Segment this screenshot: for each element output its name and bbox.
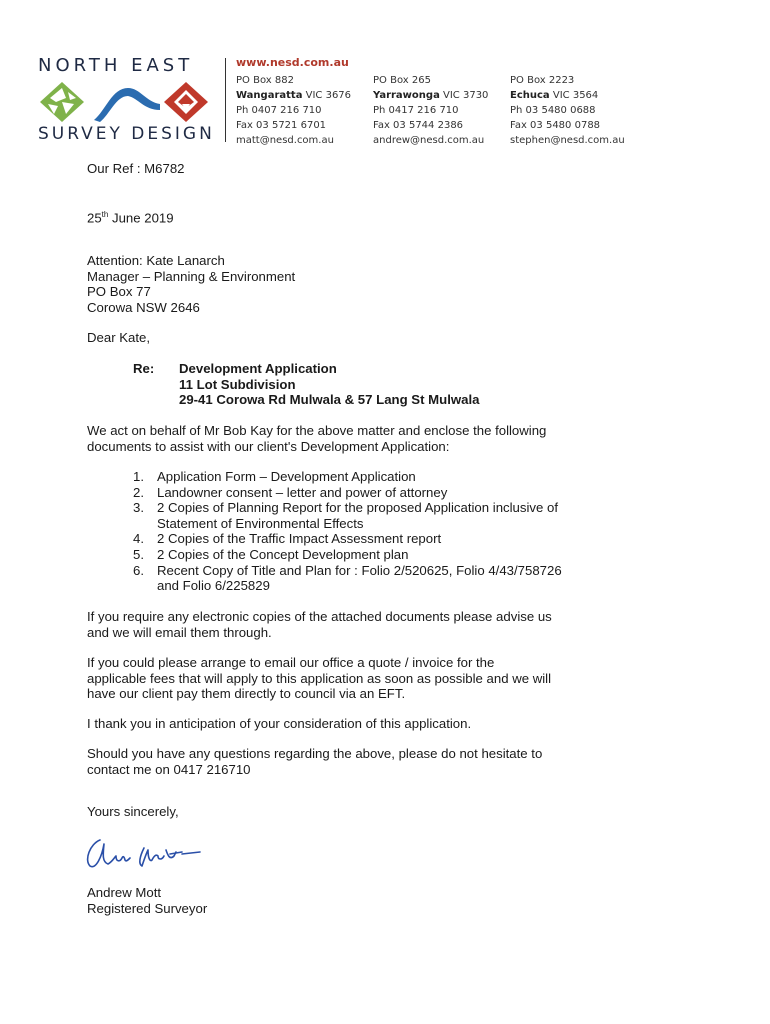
- letter-date: [87, 207, 174, 226]
- electronic-copies-paragraph: [87, 609, 552, 640]
- subject-block: [179, 361, 479, 408]
- date-suffix: th: [101, 210, 109, 219]
- recipient-address: [87, 253, 295, 315]
- list-item: [133, 500, 562, 531]
- office-town: Yarrawonga: [373, 90, 440, 101]
- subject-line: 29-41 Corowa Rd Mulwala & 57 Lang St Mulwala: [179, 392, 480, 408]
- item-number: 3.: [133, 500, 144, 516]
- recipient-town: Corowa NSW 2646: [87, 299, 200, 315]
- recipient-attention: Attention: Kate Lanarch: [87, 253, 225, 268]
- office-fax: Fax 03 5480 0788: [510, 120, 601, 131]
- item-number: 2.: [133, 484, 144, 500]
- item-text: Application Form – Development Application: [157, 469, 416, 484]
- item-text: 2 Copies of the Concept Development plan: [157, 546, 409, 562]
- paragraph-line: If you require any electronic copies of the attached documents please advise us: [87, 609, 552, 624]
- signature-icon: [78, 826, 208, 876]
- office-town-line: [373, 88, 488, 103]
- paragraph-line: documents to assist with our client's Development Application:: [87, 438, 450, 454]
- office-fax: Fax 03 5721 6701: [236, 120, 327, 131]
- office-box: PO Box 882: [236, 75, 294, 86]
- office-fax: Fax 03 5744 2386: [373, 120, 464, 131]
- intro-paragraph: [87, 423, 546, 454]
- item-number: 5.: [133, 546, 144, 562]
- list-item: [133, 485, 562, 501]
- signer-block: [87, 885, 207, 916]
- office-box: PO Box 265: [373, 75, 431, 86]
- office-state: VIC 3564: [552, 90, 599, 101]
- list-item: [133, 531, 562, 547]
- recipient-title: Manager – Planning & Environment: [87, 268, 296, 284]
- paragraph-line: and we will email them through.: [87, 624, 272, 640]
- office-state: VIC 3676: [305, 90, 352, 101]
- office-town: Echuca: [510, 90, 550, 101]
- office-email[interactable]: andrew@nesd.com.au: [373, 135, 485, 146]
- office-state: VIC 3730: [443, 90, 489, 101]
- subject-line: Development Application: [179, 361, 337, 376]
- office-email[interactable]: stephen@nesd.com.au: [510, 135, 625, 146]
- letterhead-divider: [225, 58, 226, 142]
- paragraph-line: applicable fees that will apply to this application as soon as possible and we will: [87, 670, 552, 686]
- list-item: [133, 469, 562, 485]
- date-day: 25: [87, 210, 102, 226]
- item-number: 1.: [133, 469, 144, 484]
- recipient-po-box: PO Box 77: [87, 284, 151, 300]
- fees-paragraph: [87, 655, 551, 702]
- list-item: [133, 547, 562, 563]
- office-phone: Ph 0407 216 710: [236, 105, 322, 116]
- item-text: 2 Copies of Planning Report for the proposed Application inclusive of: [157, 500, 559, 516]
- item-text: 2 Copies of the Traffic Impact Assessment report: [157, 531, 442, 547]
- signer-title: Registered Surveyor: [87, 900, 208, 916]
- enclosed-documents-list: [133, 469, 562, 594]
- subject-line: 11 Lot Subdivision: [179, 376, 296, 392]
- item-text: Statement of Environmental Effects: [157, 515, 364, 531]
- office-town-line: [236, 88, 351, 103]
- list-item: [133, 563, 562, 594]
- paragraph-line: If you could please arrange to email our office a quote / invoice for the: [87, 655, 495, 670]
- office-phone: Ph 03 5480 0688: [510, 105, 596, 116]
- item-text: Landowner consent – letter and power of attorney: [157, 484, 448, 500]
- paragraph-line: contact me on 0417 216710: [87, 761, 251, 777]
- date-month-year: June 2019: [108, 210, 174, 226]
- item-number: 6.: [133, 562, 144, 578]
- office-phone: Ph 0417 216 710: [373, 105, 459, 116]
- office-email[interactable]: matt@nesd.com.au: [236, 135, 334, 146]
- company-logo-icon: [36, 80, 212, 124]
- company-name-line2: SURVEY DESIGN: [38, 124, 215, 144]
- website-link[interactable]: www.nesd.com.au: [236, 56, 349, 69]
- office-box: PO Box 2223: [510, 75, 575, 86]
- item-text: and Folio 6/225829: [157, 578, 270, 594]
- closing: Yours sincerely,: [87, 804, 179, 819]
- office-echuca: [510, 73, 625, 148]
- item-text: Recent Copy of Title and Plan for : Folio 2/520625, Folio 4/43/758726: [157, 562, 562, 578]
- salutation: Dear Kate,: [87, 330, 151, 345]
- office-town-line: [510, 88, 625, 103]
- office-yarrawonga: [373, 73, 488, 148]
- questions-paragraph: [87, 746, 542, 777]
- paragraph-line: We act on behalf of Mr Bob Kay for the above matter and enclose the following: [87, 423, 547, 438]
- paragraph-line: Should you have any questions regarding the above, please do not hesitate to: [87, 746, 543, 761]
- company-name-line1: NORTH EAST: [38, 55, 194, 76]
- paragraph-line: have our client pay them directly to council via an EFT.: [87, 686, 406, 702]
- thanks-paragraph: I thank you in anticipation of your consideration of this application.: [87, 716, 472, 731]
- signer-name: Andrew Mott: [87, 885, 162, 900]
- office-wangaratta: [236, 73, 351, 148]
- our-reference: Our Ref : M6782: [87, 161, 185, 176]
- office-town: Wangaratta: [236, 90, 303, 101]
- re-label: Re:: [133, 361, 155, 376]
- item-number: 4.: [133, 531, 144, 547]
